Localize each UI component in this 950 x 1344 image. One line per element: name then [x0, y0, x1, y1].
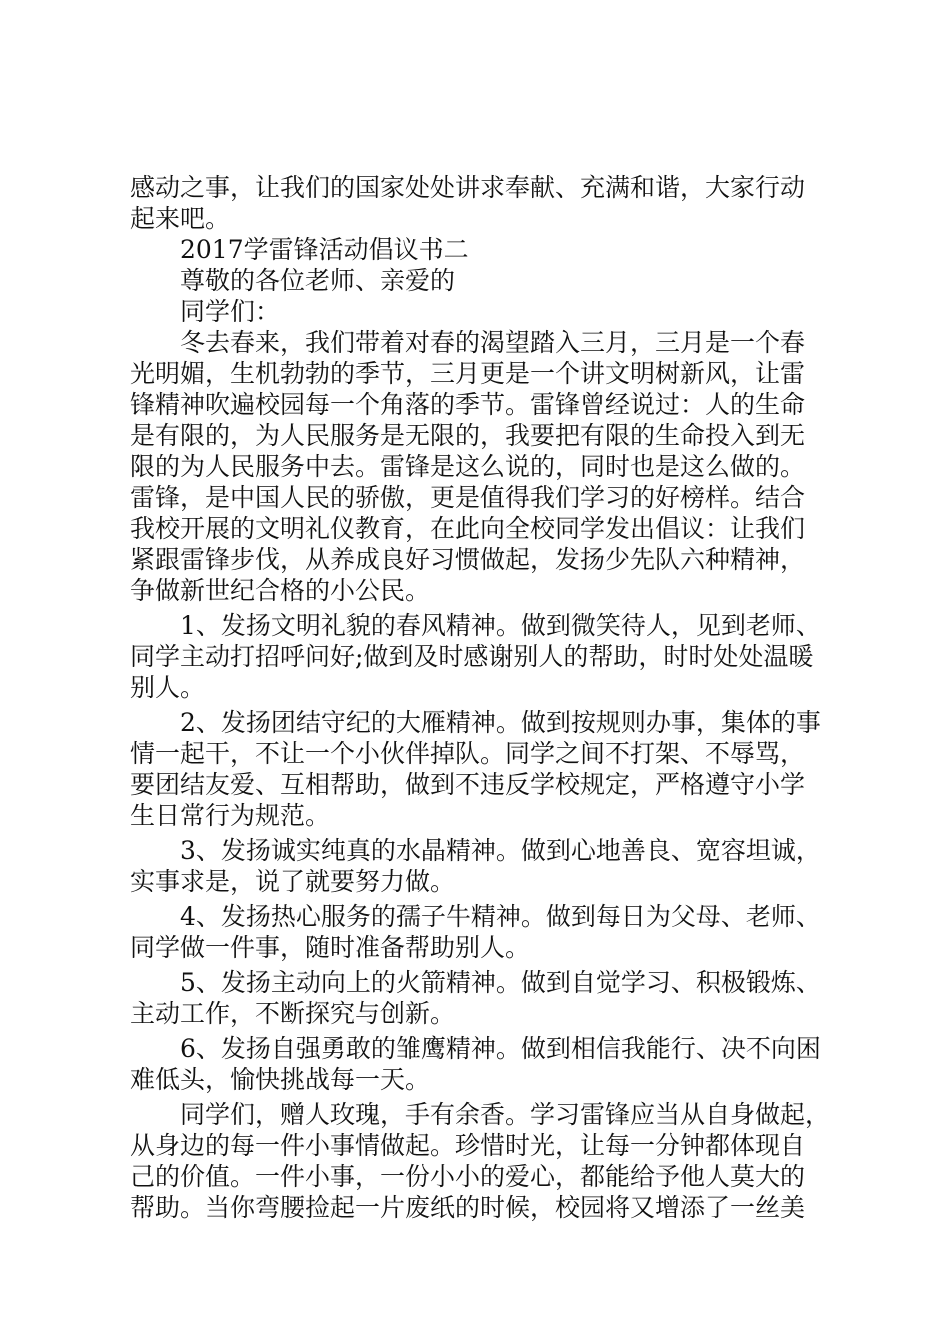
text-line: 4、发扬热心服务的孺子牛精神。做到每日为父母、老师、 [180, 902, 821, 931]
text-line: 难低头，愉快挑战每一天。 [130, 1065, 431, 1094]
text-line: 同学主动打招呼问好;做到及时感谢别人的帮助，时时处处温暖 [130, 642, 814, 671]
salutation-line-2: 同学们： [180, 297, 281, 326]
text-line: 5、发扬主动向上的火箭精神。做到自觉学习、积极锻炼、 [180, 968, 821, 997]
text-line: 己的价值。一件小事，一份小小的爱心，都能给予他人莫大的 [130, 1162, 806, 1191]
item-4-paragraph [130, 901, 830, 963]
closing-paragraph [130, 1099, 830, 1223]
text-line: 紧跟雷锋步伐，从养成良好习惯做起，发扬少先队六种精神， [130, 545, 806, 574]
document-title: 2017学雷锋活动倡议书二 [180, 235, 469, 264]
text-line: 光明媚，生机勃勃的季节，三月更是一个讲文明树新风，让雷 [130, 359, 806, 388]
text-line: 锋精神吹遍校园每一个角落的季节。雷锋曾经说过：人的生命 [130, 390, 806, 419]
text-line: 争做新世纪合格的小公民。 [130, 576, 431, 605]
item-6-paragraph [130, 1033, 830, 1095]
text-line: 6、发扬自强勇敢的雏鹰精神。做到相信我能行、决不向困 [180, 1034, 821, 1063]
item-2-paragraph [130, 707, 830, 831]
item-3-paragraph [130, 835, 830, 897]
salutation-line-1: 尊敬的各位老师、亲爱的 [180, 266, 456, 295]
text-line: 2、发扬团结守纪的大雁精神。做到按规则办事，集体的事 [180, 708, 821, 737]
text-line: 1、发扬文明礼貌的春风精神。做到微笑待人，见到老师、 [180, 611, 821, 640]
text-line: 同学们，赠人玫瑰，手有余香。学习雷锋应当从自身做起， [180, 1100, 831, 1129]
intro-paragraph [130, 327, 830, 606]
text-line: 要团结友爱、互相帮助，做到不违反学校规定，严格遵守小学 [130, 770, 806, 799]
item-5-paragraph [130, 967, 830, 1029]
text-line: 主动工作，不断探究与创新。 [130, 999, 456, 1028]
text-line: 起来吧。 [130, 204, 231, 233]
text-line: 从身边的每一件小事情做起。珍惜时光，让每一分钟都体现自 [130, 1131, 806, 1160]
text-line: 帮助。当你弯腰捡起一片废纸的时候，校园将又增添了一丝美 [130, 1193, 806, 1222]
text-line: 别人。 [130, 673, 206, 702]
text-line: 生日常行为规范。 [130, 801, 331, 830]
document-page [130, 172, 830, 1223]
text-line: 冬去春来，我们带着对春的渴望踏入三月，三月是一个春 [180, 328, 806, 357]
text-line: 是有限的，为人民服务是无限的，我要把有限的生命投入到无 [130, 421, 806, 450]
text-line: 限的为人民服务中去。雷锋是这么说的，同时也是这么做的。 [130, 452, 806, 481]
text-line: 我校开展的文明礼仪教育，在此向全校同学发出倡议：让我们 [130, 514, 806, 543]
text-line: 实事求是，说了就要努力做。 [130, 867, 456, 896]
text-line: 雷锋，是中国人民的骄傲，更是值得我们学习的好榜样。结合 [130, 483, 806, 512]
item-1-paragraph [130, 610, 830, 703]
text-line: 同学做一件事，随时准备帮助别人。 [130, 933, 531, 962]
text-line: 3、发扬诚实纯真的水晶精神。做到心地善良、宽容坦诚， [180, 836, 821, 865]
opening-paragraph [130, 172, 830, 234]
text-line: 感动之事，让我们的国家处处讲求奉献、充满和谐，大家行动 [130, 173, 806, 202]
text-line: 情一起干，不让一个小伙伴掉队。同学之间不打架、不辱骂， [130, 739, 806, 768]
